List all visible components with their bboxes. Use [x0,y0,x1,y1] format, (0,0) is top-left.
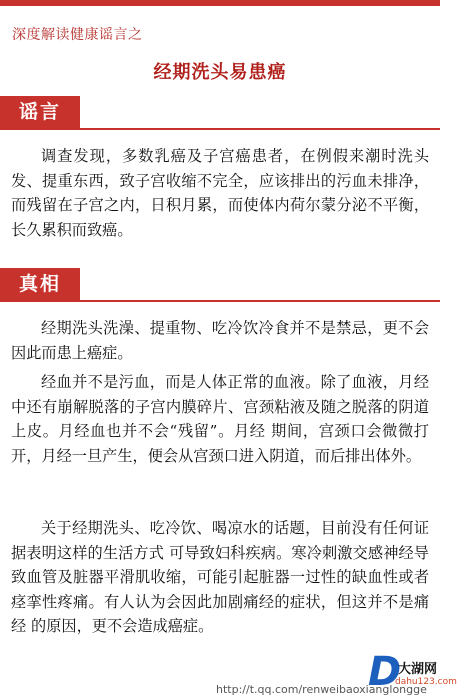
rumor-section-header [0,96,440,130]
logo-d-icon: D [368,649,402,695]
truth-paragraph-2: 经血并不是污血，而是人体正常的血液。除了血液，月经中还有崩解脱落的子宫内膜碎片、宫颈粘液及随之脱落的阴道上皮。月经血也并不会“残留”。月经 期间，宫颈口会微微打开，月经一旦产生，便会从宫颈口进入阴道，而后排出体外。 [11,373,429,465]
rumor-text: 调查发现，多数乳癌及子宫癌患者，在例假来潮时洗头发、提重东西，致子宫收缩不完全，应该排出的污血未排净，而残留在子宫之内，日积月累，而使体内荷尔蒙分泌不平衡，长久累积而致癌。 [11,147,429,239]
series-title: 深度解读健康谣言之 [12,27,143,43]
top-accent-bar [0,0,440,6]
rumor-label: 谣言 [0,96,80,128]
truth-paragraph-3: 关于经期洗头、吃冷饮、喝凉水的话题，目前没有任何证据表明这样的生活方式 可导致妇科疾病。寒冷刺激交感神经导致血管及脏器平滑肌收缩，可能引起脏器一过性的缺血性或者痉挛性疼痛。有人认为会因此加剧痛经的症状，但这并不是痛经 的原因，更不会造成癌症。 [11,519,429,635]
source-watermark: http://t.qq.com/renweibaoxianglongge [216,683,427,696]
truth-section-header [0,268,440,302]
logo-name: 大湖网 [398,662,438,677]
article-title: 经期洗头易患癌 [153,62,287,83]
truth-label: 真相 [0,268,80,300]
logo-url: dahu123.com [395,677,457,687]
truth-paragraph-1: 经期洗头洗澡、提重物、吃冷饮冷食并不是禁忌，更不会因此而患上癌症。 [11,319,429,362]
